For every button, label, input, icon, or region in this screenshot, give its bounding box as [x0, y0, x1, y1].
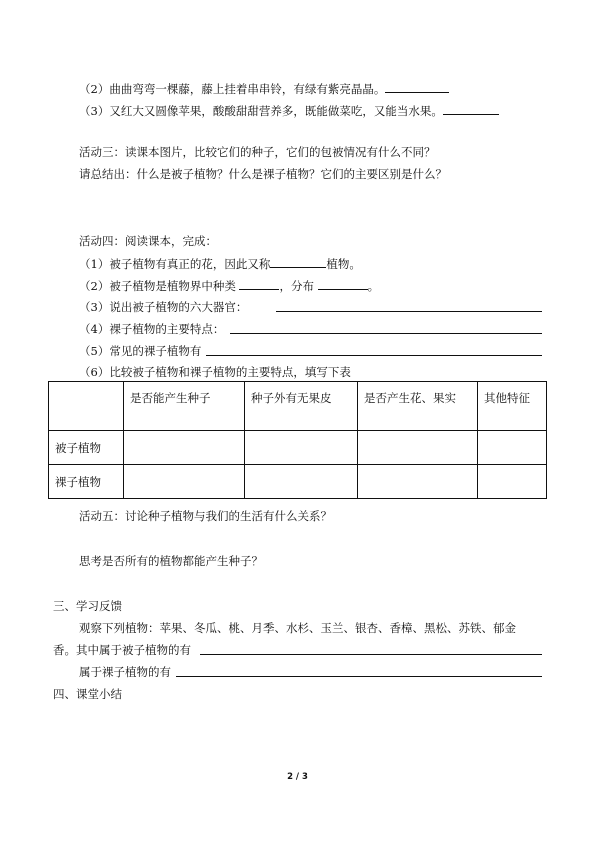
table-row-label: 裸子植物: [49, 465, 124, 499]
activity-4-item-2: [79, 278, 379, 293]
table-header-cell: 种子外有无果皮: [245, 382, 358, 431]
item-2-text-c: 。: [367, 279, 380, 293]
table-cell[interactable]: [478, 431, 547, 465]
activity-4-item-3: [79, 300, 247, 314]
answer-blank-1[interactable]: [270, 256, 326, 268]
answer-line-4[interactable]: [230, 322, 542, 334]
activity-4-item-4: [79, 322, 224, 336]
item-3-text: （3）说出被子植物的六大器官：: [79, 300, 248, 314]
table-cell[interactable]: [245, 465, 358, 499]
answer-line-angiosperms[interactable]: [200, 643, 542, 655]
table-header-cell: 是否产生花、果实: [358, 382, 478, 431]
activity-4-item-6: （6）比较被子植物和裸子植物的主要特点，填写下表: [79, 365, 351, 379]
activity-3-summary-prompt: 请总结出：什么是被子植物？什么是裸子植物？它们的主要区别是什么？: [79, 167, 447, 181]
activity-4-item-5: [79, 344, 201, 358]
item-1-text-b: 植物。: [326, 257, 361, 271]
answer-blank-q2[interactable]: [385, 81, 449, 93]
table-header-cell: 是否能产生种子: [124, 382, 245, 431]
activity-5-prompt: 活动五：讨论种子植物与我们的生活有什么关系？: [79, 509, 332, 523]
item-2-text-b: ，分布: [279, 279, 314, 293]
answer-line-5[interactable]: [206, 344, 542, 356]
page-number: 2 / 3: [287, 772, 308, 782]
table-header-row: [49, 382, 547, 431]
table-cell[interactable]: [124, 465, 245, 499]
answer-blank-2a[interactable]: [239, 278, 279, 290]
question-3-text: （3）又红大又圆像苹果，酸酸甜甜营养多，既能做菜吃，又能当水果。: [79, 104, 443, 118]
table-row: [49, 431, 547, 465]
angiosperm-prompt: 香。其中属于被子植物的有: [53, 643, 191, 657]
question-2: [79, 81, 449, 96]
item-5-text: （5）常见的裸子植物有: [79, 344, 202, 358]
question-3: [79, 103, 499, 118]
table-cell[interactable]: [478, 465, 547, 499]
answer-blank-q3[interactable]: [443, 103, 499, 115]
item-2-text-a: （2）被子植物是植物界中种类: [79, 279, 236, 293]
comparison-table: [48, 381, 547, 499]
table-cell[interactable]: [358, 431, 478, 465]
section-4-heading: 四、课堂小结: [53, 687, 122, 701]
answer-blank-2b[interactable]: [318, 278, 368, 290]
think-prompt: 思考是否所有的植物都能产生种子？: [79, 554, 263, 568]
gymnosperm-prompt: 属于裸子植物的有: [79, 665, 171, 679]
table-cell[interactable]: [358, 465, 478, 499]
table-row-label: 被子植物: [49, 431, 124, 465]
table-row: [49, 465, 547, 499]
feedback-angiosperm-line: [53, 643, 191, 657]
feedback-gymnosperm-line: [79, 665, 171, 679]
answer-line-gymnosperms[interactable]: [176, 665, 542, 677]
feedback-plant-list: 观察下列植物：苹果、冬瓜、桃、月季、水杉、玉兰、银杏、香樟、黑松、苏铁、郁金: [79, 621, 516, 635]
table-cell[interactable]: [245, 431, 358, 465]
activity-4-item-1: [79, 256, 361, 271]
answer-line-3[interactable]: [276, 300, 542, 312]
question-2-text: （2）曲曲弯弯一棵藤，藤上挂着串串铃，有绿有紫亮晶晶。: [79, 82, 386, 96]
item-4-text: （4）裸子植物的主要特点：: [79, 322, 225, 336]
table-header-cell: [49, 382, 124, 431]
table-header-cell: 其他特征: [478, 382, 547, 431]
item-1-text-a: （1）被子植物有真正的花，因此又称: [79, 257, 271, 271]
table-cell[interactable]: [124, 431, 245, 465]
activity-3-prompt: 活动三：读课本图片，比较它们的种子，它们的包被情况有什么不同？: [79, 145, 436, 159]
activity-4-title: 活动四：阅读课本，完成：: [79, 234, 217, 248]
section-3-heading: 三、学习反馈: [53, 599, 122, 613]
